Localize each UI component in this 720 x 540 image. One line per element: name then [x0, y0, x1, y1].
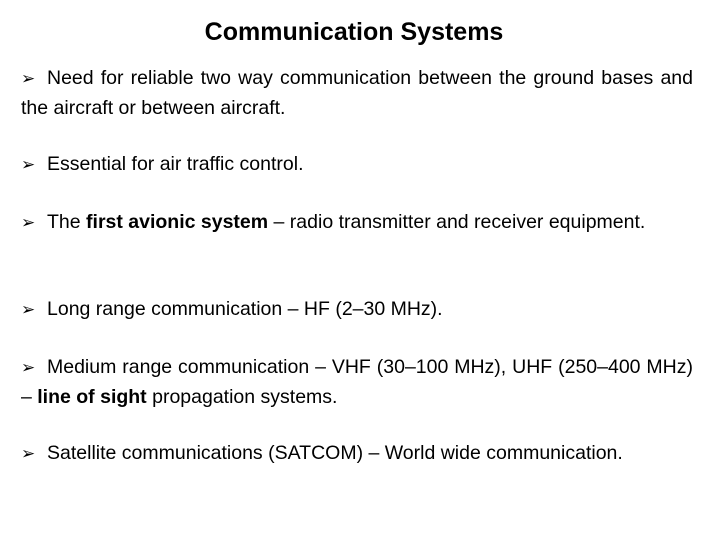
bullet-first-avionic-system	[21, 208, 693, 238]
bullet-text: Need for reliable two way communication between the ground bases and the aircraft or between aircraft.	[21, 67, 693, 119]
bullet-text: Long range communication – HF (2–30 MHz).	[47, 298, 443, 320]
bullet-satcom	[21, 439, 693, 469]
bullet-long-range-hf	[21, 295, 693, 325]
arrow-bullet-icon: ➢	[21, 69, 36, 89]
bullet-reliable-communication	[21, 64, 693, 123]
bullet-text-bold: line of sight	[37, 386, 147, 408]
bullet-text-post: – radio transmitter and receiver equipment.	[268, 211, 646, 233]
arrow-bullet-icon: ➢	[21, 358, 36, 378]
bullet-text-pre: The	[47, 211, 87, 233]
arrow-bullet-icon: ➢	[21, 444, 36, 464]
bullet-text-post: propagation systems.	[146, 386, 338, 408]
slide-title: Communication Systems	[204, 18, 504, 46]
bullet-medium-range-vhf-uhf	[21, 353, 693, 412]
arrow-bullet-icon: ➢	[21, 155, 36, 175]
bullet-air-traffic-control	[21, 150, 693, 180]
bullet-text-bold: first avionic system	[86, 211, 269, 233]
bullet-text-pre: Medium range communication – VHF (30–100 MHz), UHF (250–400 MHz) –	[21, 356, 693, 408]
bullet-text: Satellite communications (SATCOM) – World wide communication.	[47, 442, 623, 464]
arrow-bullet-icon: ➢	[21, 300, 36, 320]
bullet-text: Essential for air traffic control.	[47, 153, 304, 175]
arrow-bullet-icon: ➢	[21, 213, 36, 233]
